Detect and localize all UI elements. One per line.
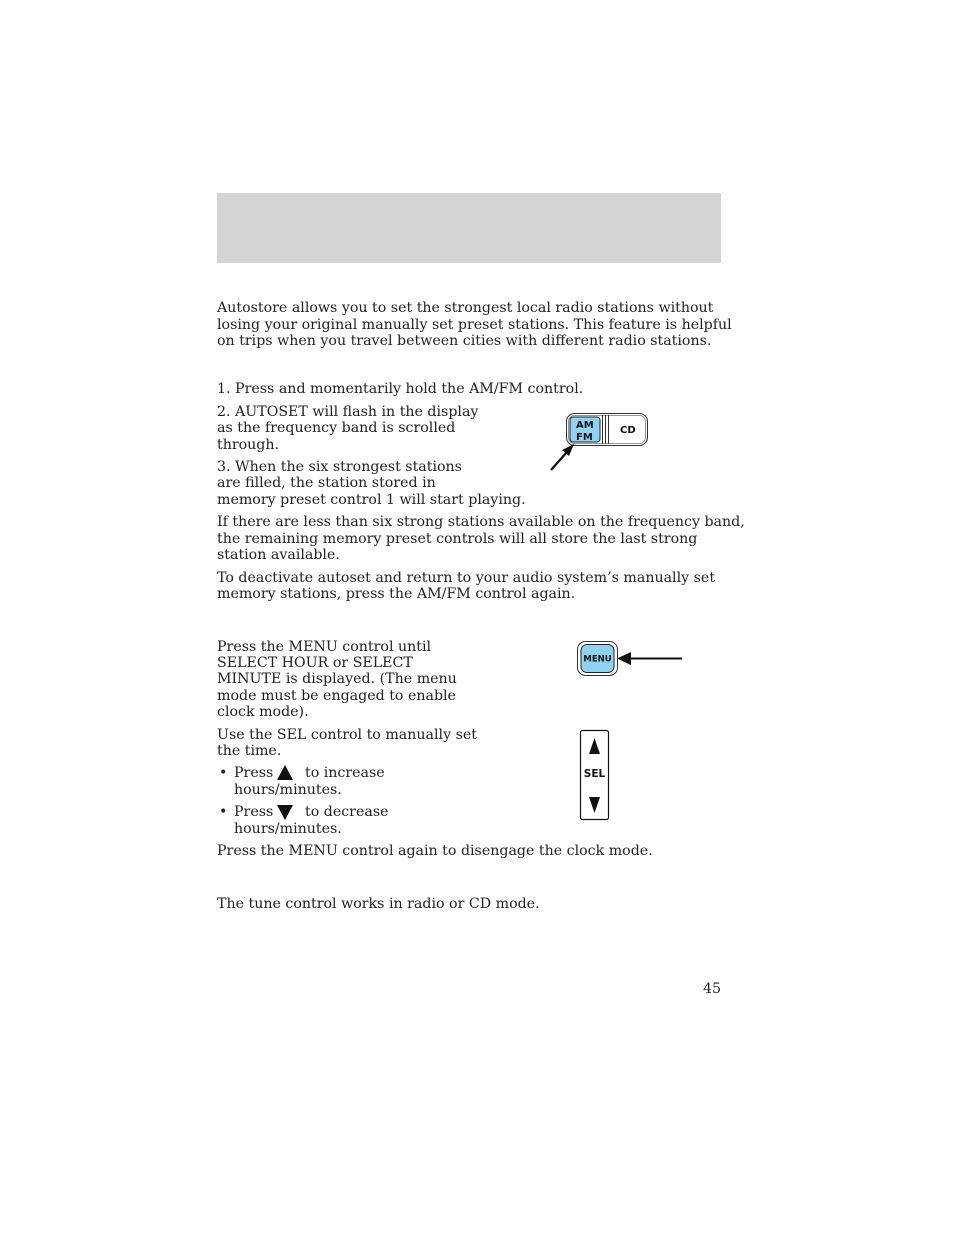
less-stations-line-2: the remaining memory preset controls will all store the last strong	[217, 531, 698, 547]
deactivate-line-1: To deactivate autoset and return to your audio system’s manually set	[217, 570, 716, 586]
sel-para-line-2: the time.	[217, 743, 282, 759]
sel-control-figure	[576, 727, 614, 823]
menu-para-line-3: MINUTE is displayed. (The menu	[217, 671, 457, 687]
autoset-step-2-line-1: 2. AUTOSET will flash in the display	[217, 404, 479, 420]
autoset-step-3-line-2: are filled, the station stored in	[217, 475, 436, 491]
cd-label: CD	[620, 425, 636, 436]
intro-line-3: on trips when you travel between cities with different radio stations.	[217, 333, 712, 349]
menu-control-figure	[574, 639, 686, 679]
bullet-2-marker: •	[219, 804, 228, 820]
section-header-band	[217, 193, 721, 263]
autoset-step-2-line-3: through.	[217, 437, 280, 453]
autoset-step-2-line-2: as the frequency band is scrolled	[217, 420, 456, 436]
autoset-step-3-line-1: 3. When the six strongest stations	[217, 459, 462, 475]
menu-para-line-2: SELECT HOUR or SELECT	[217, 655, 413, 671]
up-arrow-icon	[277, 765, 293, 780]
menu-para-line-1: Press the MENU control until	[217, 639, 432, 655]
menu-para-line-4: mode must be engaged to enable	[217, 688, 456, 704]
intro-line-2: losing your original manually set preset stations. This feature is helpful	[217, 317, 732, 333]
bullet-1-press: Press	[234, 765, 274, 781]
am-label: AM	[576, 420, 594, 431]
down-arrow-icon	[277, 805, 293, 820]
page-number: 45	[702, 981, 721, 997]
menu-label: MENU	[583, 654, 612, 665]
autoset-step-1: 1. Press and momentarily hold the AM/FM control.	[217, 381, 584, 397]
pointer-arrow-icon	[551, 452, 567, 470]
bullet-1-line-2: hours/minutes.	[234, 782, 342, 798]
intro-line-1: Autostore allows you to set the strongest local radio stations without	[217, 300, 714, 316]
bullet-2-line-2: hours/minutes.	[234, 821, 342, 837]
deactivate-line-2: memory stations, press the AM/FM control again.	[217, 586, 576, 602]
fm-label: FM	[576, 432, 593, 443]
less-stations-line-1: If there are less than six strong stations available on the frequency band,	[217, 514, 745, 530]
bullet-1-rest: to increase	[305, 765, 385, 781]
tune-text: The tune control works in radio or CD mode.	[217, 896, 540, 912]
menu-again-text: Press the MENU control again to disengage the clock mode.	[217, 843, 653, 859]
amfm-cd-control-figure	[546, 410, 652, 474]
sel-para-line-1: Use the SEL control to manually set	[217, 727, 477, 743]
bullet-2-rest: to decrease	[305, 804, 389, 820]
less-stations-line-3: station available.	[217, 547, 340, 563]
bullet-1-marker: •	[219, 765, 228, 781]
autoset-step-3-line-3: memory preset control 1 will start playing.	[217, 492, 526, 508]
bullet-2-press: Press	[234, 804, 274, 820]
menu-para-line-5: clock mode).	[217, 704, 309, 720]
sel-label: SEL	[583, 768, 606, 780]
